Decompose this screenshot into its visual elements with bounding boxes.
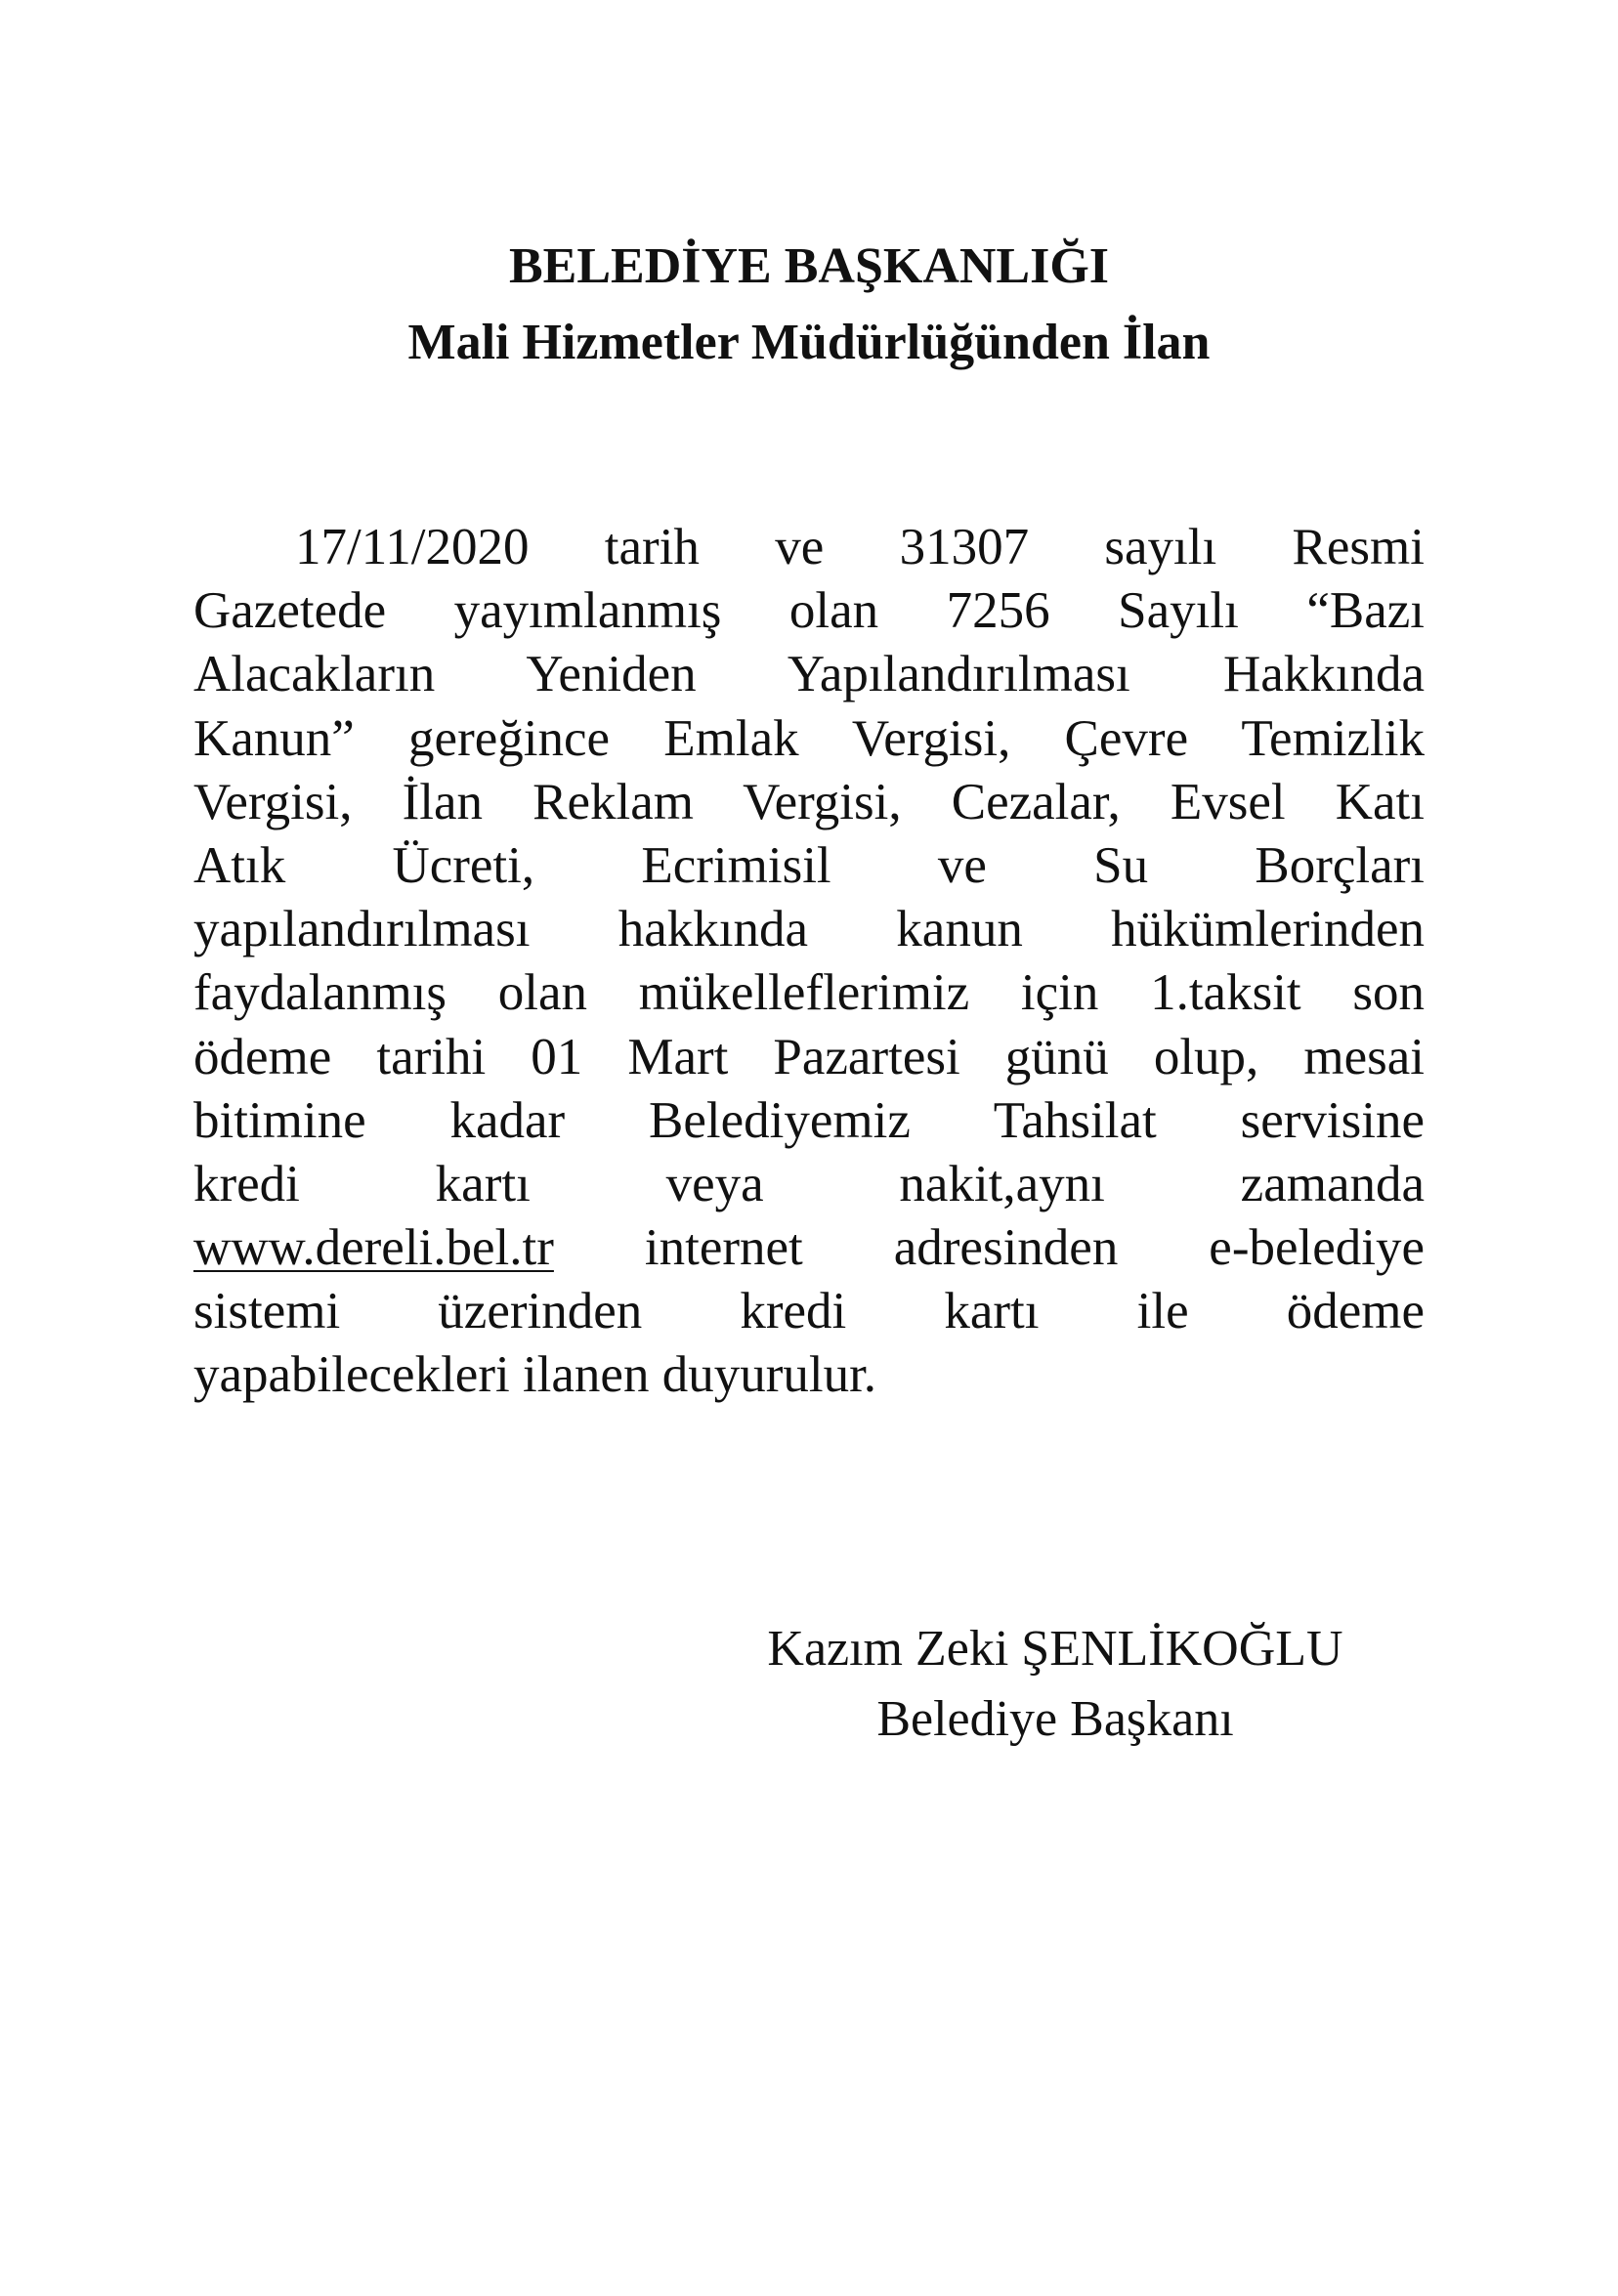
body-line: Vergisi, İlan Reklam Vergisi, Cezalar, Evsel Katı — [193, 773, 1425, 830]
announcement-body — [193, 516, 1425, 1408]
body-line-with-link — [193, 1216, 1425, 1280]
body-line: yapabilecekleri ilanen duyurulur. — [193, 1346, 877, 1404]
body-line: 17/11/2020 tarih ve 31307 sayılı Resmi — [295, 519, 1425, 575]
website-link[interactable]: www.dereli.bel.tr — [193, 1219, 554, 1277]
body-line: Gazetede yayımlanmış olan 7256 Sayılı “Bazı — [193, 582, 1425, 640]
body-line: faydalanmış olan mükelleflerimiz için 1.taksit son — [193, 964, 1425, 1022]
heading-department: Mali Hizmetler Müdürlüğünden İlan — [407, 315, 1211, 370]
body-line: ödeme tarihi 01 Mart Pazartesi günü olup, mesai — [193, 1028, 1425, 1085]
signature-block — [684, 1614, 1426, 1755]
document-heading — [193, 229, 1425, 381]
body-line-text: internet adresinden e-belediye — [553, 1219, 1425, 1277]
body-line: bitimine kadar Belediyemiz Tahsilat servisine — [193, 1091, 1425, 1149]
body-line: sistemi üzerinden kredi kartı ile ödeme — [193, 1283, 1425, 1340]
body-line: yapılandırılması hakkında kanun hükümlerinden — [193, 901, 1425, 958]
heading-institution: BELEDİYE BAŞKANLIĞI — [508, 238, 1110, 294]
signatory-title: Belediye Başkanı — [876, 1691, 1234, 1747]
body-line: kredi kartı veya nakit,aynı zamanda — [193, 1155, 1425, 1212]
body-line: Atık Ücreti, Ecrimisil ve Su Borçları — [193, 836, 1425, 894]
body-line: Alacakların Yeniden Yapılandırılması Hakkında — [193, 646, 1425, 703]
signatory-name: Kazım Zeki ŞENLİKOĞLU — [767, 1621, 1343, 1677]
body-line: Kanun” gereğince Emlak Vergisi, Çevre Temizlik — [193, 709, 1425, 767]
